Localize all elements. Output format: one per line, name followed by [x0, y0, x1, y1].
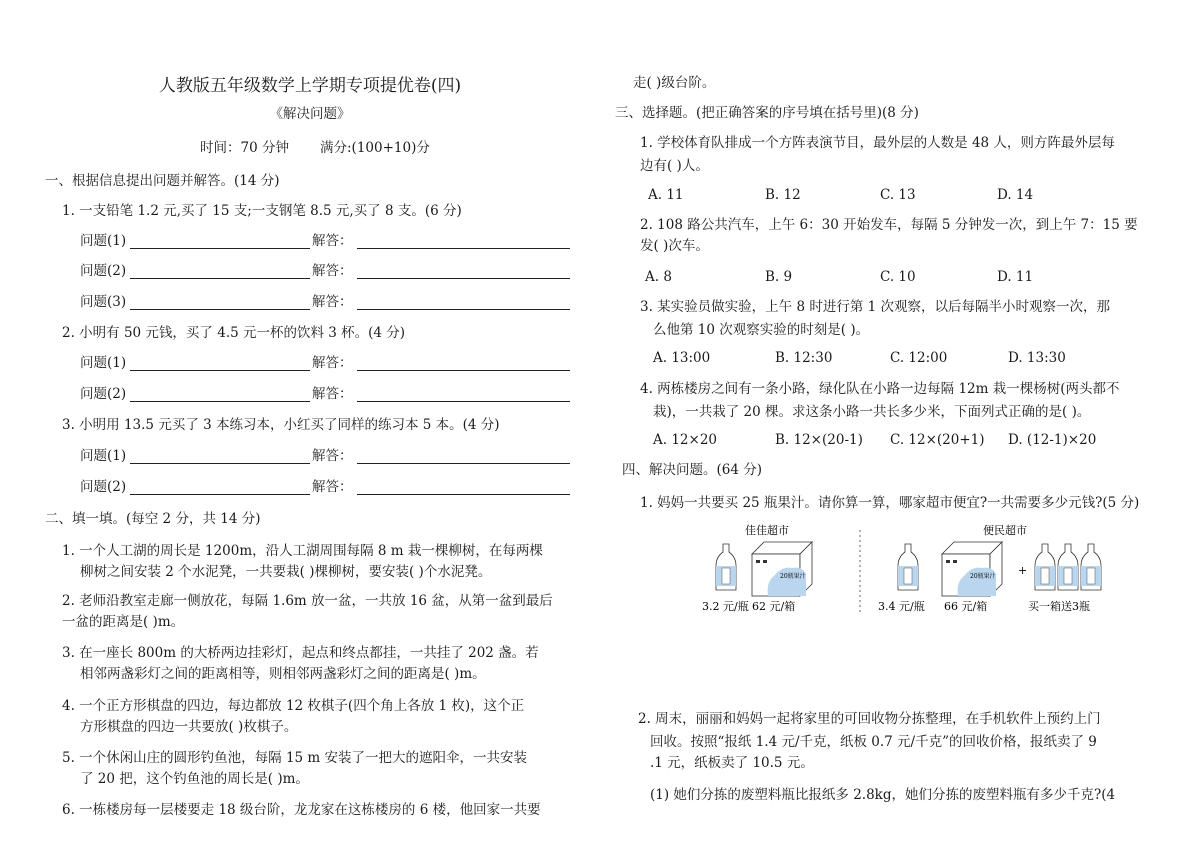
question-text: 4. 两栋楼房之间有一条小路，绿化队在小路一边每隔 12m 栽一棵杨树(两头都不 — [640, 381, 1120, 397]
juice-box-icon — [942, 542, 1002, 596]
choice-option[interactable]: D. (12-1)×20 — [1008, 432, 1097, 448]
question-text: 方形棋盘的四边一共要放( )枚棋子。 — [80, 719, 298, 735]
question-label: 问题(2) — [80, 386, 127, 402]
answer-blank-line[interactable] — [130, 248, 310, 249]
choice-option[interactable]: C. 13 — [880, 187, 916, 203]
question-text: 2. 老师沿教室走廊一侧放花，每隔 1.6m 放一盆，一共放 16 盆，从第一盆到最后 — [62, 593, 553, 609]
answer-blank-line[interactable] — [130, 494, 310, 495]
choice-option[interactable]: C. 10 — [880, 269, 916, 285]
question-label: 问题(1) — [80, 355, 127, 371]
choice-option[interactable]: A. 11 — [648, 187, 684, 203]
section-heading: 四、解决问题。(64 分) — [622, 462, 763, 478]
question-text: 了 20 把，这个钓鱼池的周长是( )m。 — [80, 771, 309, 787]
answer-blank-line[interactable] — [357, 370, 570, 371]
choice-option[interactable]: D. 13:30 — [1008, 350, 1066, 366]
choice-option[interactable]: C. 12:00 — [890, 350, 948, 366]
juice-box-icon — [752, 542, 812, 596]
question-text: 3. 在一座长 800m 的大桥两边挂彩灯，起点和终点都挂，一共挂了 202 盏。若 — [62, 645, 539, 661]
page-subtitle: 《解决问题》 — [269, 106, 351, 122]
store-a-name: 佳佳超市 — [745, 524, 789, 537]
question-text: 6. 一栋楼房每一层楼要走 18 级台阶，龙龙家在这栋楼房的 6 楼，他回家一共要 — [62, 802, 541, 818]
question-text: 相邻两盏彩灯之间的距离相等，则相邻两盏彩灯之间的距离是( )m。 — [80, 666, 486, 682]
answer-blank-line[interactable] — [130, 309, 310, 310]
question-text: 1. 一支铅笔 1.2 元,买了 15 支;一支钢笔 8.5 元,买了 8 支。(6 分) — [62, 203, 462, 219]
question-text: 5. 一个休闲山庄的圆形钓鱼池，每隔 15 m 安装了一把大的遮阳伞，一共安装 — [62, 750, 528, 766]
question-label: 问题(2) — [80, 263, 127, 279]
box-label: 20瓶果汁 — [970, 573, 996, 580]
question-text: 栽)，一共栽了 20 棵。求这条小路一共长多少米，下面列式正确的是( )。 — [653, 404, 1091, 420]
bottle-icon — [1035, 544, 1055, 590]
question-text: 4. 一个正方形棋盘的四边，每边都放 12 枚棋子(四个角上各放 1 枚)，这个正 — [62, 698, 525, 714]
supermarket-price-figure — [700, 522, 1170, 614]
question-label: 问题(2) — [80, 479, 127, 495]
plus-sign: + — [1018, 564, 1028, 577]
question-text: 柳树之间安装 2 个水泥凳，一共要栽( )棵柳树，要安装( )个水泥凳。 — [80, 564, 492, 580]
store-b-promo: 买一箱送3瓶 — [1028, 600, 1090, 613]
bottle-icon — [716, 544, 736, 590]
choice-option[interactable]: B. 9 — [765, 269, 793, 285]
box-label: 20瓶果汁 — [780, 573, 806, 580]
choice-option[interactable]: B. 12 — [765, 187, 801, 203]
question-text: 3. 小明用 13.5 元买了 3 本练习本，小红买了同样的练习本 5 本。(4 分) — [62, 417, 500, 433]
question-text: 边有( )人。 — [640, 158, 709, 174]
choice-option[interactable]: B. 12:30 — [775, 350, 833, 366]
answer-blank-line[interactable] — [130, 278, 310, 279]
answer-label: 解答： — [312, 479, 353, 495]
question-text: 1. 学校体育队排成一个方阵表演节目，最外层的人数是 48 人，则方阵最外层每 — [640, 135, 1115, 151]
bottle-icon — [898, 544, 918, 590]
question-text: 发( )次车。 — [640, 238, 709, 254]
answer-blank-line[interactable] — [357, 401, 570, 402]
answer-label: 解答： — [312, 294, 353, 310]
question-text: 1. 妈妈一共要买 25 瓶果汁。请你算一算，哪家超市便宜?一共需要多少元钱?(5 分) — [640, 495, 1140, 511]
page-title: 人教版五年级数学上学期专项提优卷(四) — [158, 76, 462, 96]
question-text: 1. 一个人工湖的周长是 1200m，沿人工湖周围每隔 8 m 栽一棵柳树，在每两棵 — [62, 543, 543, 559]
answer-label: 解答： — [312, 263, 353, 279]
section-heading: 三、选择题。(把正确答案的序号填在括号里)(8 分) — [615, 105, 919, 121]
question-text: .1 元，纸板卖了 10.5 元。 — [650, 755, 814, 771]
answer-blank-line[interactable] — [357, 278, 570, 279]
answer-label: 解答： — [312, 355, 353, 371]
answer-blank-line[interactable] — [357, 248, 570, 249]
store-a-box-price: 62 元/箱 — [752, 600, 796, 613]
choice-option[interactable]: B. 12×(20-1) — [775, 432, 863, 448]
answer-blank-line[interactable] — [130, 463, 310, 464]
bottle-icon — [1058, 544, 1078, 590]
section-heading: 二、填一填。(每空 2 分，共 14 分) — [45, 511, 261, 527]
question-label: 问题(1) — [80, 448, 127, 464]
answer-blank-line[interactable] — [357, 494, 570, 495]
question-text: 2. 周末，丽丽和妈妈一起将家里的可回收物分拣整理，在手机软件上预约上门 — [638, 711, 1101, 727]
store-b-bottle-price: 3.4 元/瓶 — [878, 600, 925, 613]
answer-blank-line[interactable] — [357, 309, 570, 310]
store-b-name: 便民超市 — [983, 524, 1027, 537]
choice-option[interactable]: C. 12×(20+1) — [890, 432, 985, 448]
answer-blank-line[interactable] — [357, 463, 570, 464]
choice-option[interactable]: D. 11 — [997, 269, 1034, 285]
sub-question-text: (1) 她们分拣的废塑料瓶比报纸多 2.8kg，她们分拣的废塑料瓶有多少千克?(4 — [650, 787, 1116, 803]
question-label: 问题(1) — [80, 233, 127, 249]
answer-label: 解答： — [312, 233, 353, 249]
full-score: 满分:(100+10)分 — [320, 140, 430, 156]
store-b-box-price: 66 元/箱 — [944, 600, 988, 613]
question-text: 么他第 10 次观察实验的时刻是( )。 — [653, 322, 870, 338]
choice-option[interactable]: D. 14 — [997, 187, 1034, 203]
question-text: 走( )级台阶。 — [633, 75, 716, 91]
time-limit: 时间：70 分钟 — [200, 140, 289, 156]
choice-option[interactable]: A. 13:00 — [653, 350, 711, 366]
question-text: 一盆的距离是( )m。 — [62, 614, 185, 630]
store-a-bottle-price: 3.2 元/瓶 — [702, 600, 749, 613]
choice-option[interactable]: A. 12×20 — [653, 432, 717, 448]
answer-blank-line[interactable] — [130, 370, 310, 371]
bottle-icon — [1081, 544, 1101, 590]
choice-option[interactable]: A. 8 — [645, 269, 672, 285]
answer-label: 解答： — [312, 386, 353, 402]
answer-label: 解答： — [312, 448, 353, 464]
question-text: 2. 108 路公共汽车，上午 6：30 开始发车，每隔 5 分钟发一次，到上午 7：15 要 — [640, 217, 1138, 233]
answer-blank-line[interactable] — [130, 401, 310, 402]
section-heading: 一、根据信息提出问题并解答。(14 分) — [45, 173, 280, 189]
question-text: 2. 小明有 50 元钱，买了 4.5 元一杯的饮料 3 杯。(4 分) — [62, 325, 406, 341]
question-text: 回收。按照“报纸 1.4 元/千克，纸板 0.7 元/千克”的回收价格，报纸卖了 9 — [650, 734, 1097, 750]
question-text: 3. 某实验员做实验，上午 8 时进行第 1 次观察，以后每隔半小时观察一次，那 — [640, 299, 1111, 315]
question-label: 问题(3) — [80, 294, 127, 310]
